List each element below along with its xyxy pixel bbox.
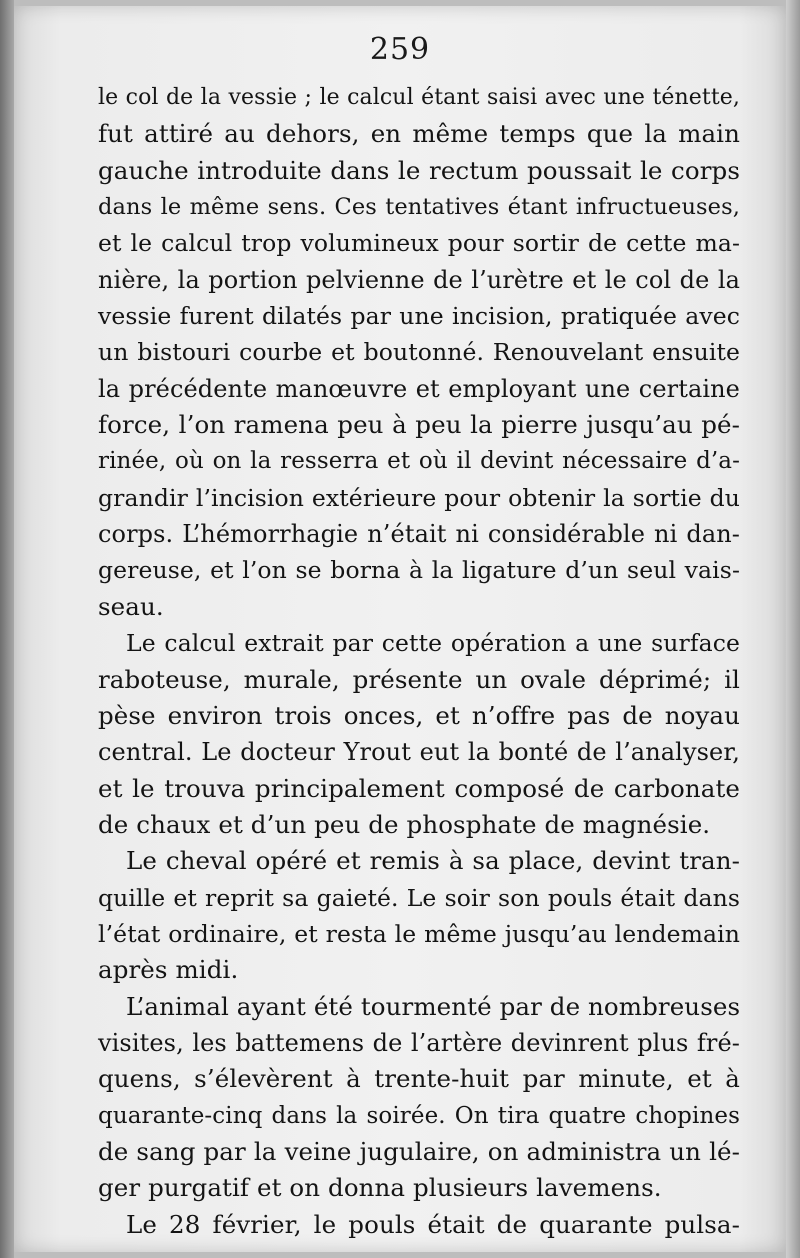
text-line: quarante-cinq dans la soirée. On tira quatre chopines — [98, 1102, 740, 1129]
text-line: Le 28 février, le pouls était de quarante pulsa- — [126, 1209, 740, 1239]
text-line: Le calcul extrait par cette opération a une surface — [126, 629, 740, 658]
text-line: et le trouva principalement composé de carbonate — [98, 773, 740, 803]
text-line: force, l’on ramena peu à peu la pierre jusqu’au pé- — [98, 410, 740, 440]
text-line: grandir l’incision extérieure pour obtenir la sortie du — [98, 483, 740, 512]
text-line: après midi. — [98, 955, 239, 985]
text-line: le col de la vessie ; le calcul étant saisi avec une ténette, — [98, 85, 740, 110]
text-line: corps. L’hémorrhagie n’était ni considérable ni dan- — [98, 520, 740, 549]
text-line: quille et reprit sa gaieté. Le soir son pouls était dans — [98, 883, 740, 912]
text-line: un bistouri courbe et boutonné. Renouvelant ensuite — [98, 338, 740, 367]
book-page — [14, 6, 786, 1252]
text-line: Le cheval opéré et remis à sa place, devint tran- — [126, 846, 740, 876]
text-line: l’état ordinaire, et resta le même jusqu’au lendemain — [98, 919, 740, 948]
book-spine-shadow — [0, 0, 14, 1258]
page-edge-shadow — [786, 0, 800, 1258]
text-line: de sang par la veine jugulaire, on administra un lé- — [98, 1136, 740, 1166]
text-line: fut attiré au dehors, en même temps que la main — [98, 119, 740, 149]
text-line: seau. — [98, 591, 164, 621]
text-line: de chaux et d’un peu de phosphate de magnésie. — [98, 809, 711, 839]
text-line: dans le même sens. Ces tentatives étant infructueuses, — [98, 194, 740, 221]
text-line: la précédente manœuvre et employant une certaine — [98, 374, 740, 403]
text-line: gereuse, et l’on se borna à la ligature d’un seul vais- — [98, 556, 740, 585]
text-line: raboteuse, murale, présente un ovale déprimé; il — [98, 664, 740, 694]
text-line: et le calcul trop volumineux pour sortir de cette ma- — [98, 229, 740, 258]
text-line: gauche introduite dans le rectum poussait le corps — [98, 155, 740, 185]
text-line: visites, les battemens de l’artère devinrent plus fré- — [98, 1028, 740, 1057]
text-line: central. Le docteur Yrout eut la bonté de l’analyser, — [98, 738, 740, 767]
text-line: quens, s’élevèrent à trente-huit par minute, et à — [98, 1064, 740, 1094]
text-line: nière, la portion pelvienne de l’urètre et le col de la — [98, 265, 740, 294]
text-line: vessie furent dilatés par une incision, pratiquée avec — [98, 302, 740, 331]
text-line: pèse environ trois onces, et n’offre pas de noyau — [98, 700, 740, 730]
text-line: ger purgatif et on donna plusieurs lavemens. — [98, 1173, 662, 1203]
text-line: L’animal ayant été tourmenté par de nombreuses — [126, 991, 741, 1021]
page-number: 259 — [369, 32, 431, 67]
body-text — [98, 80, 740, 1243]
text-line: rinée, où on la resserra et où il devint nécessaire d’a- — [98, 448, 740, 475]
